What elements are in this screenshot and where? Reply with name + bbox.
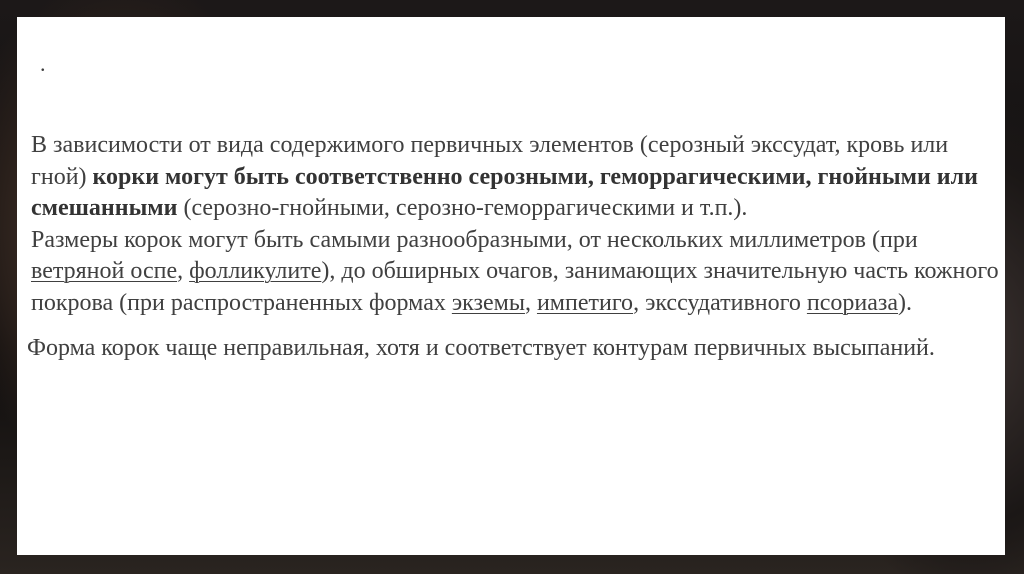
paragraph1-text-a: В зависимости от вида содержимого первичных элементов (серозный экссудат, кровь или гной) [31, 132, 949, 190]
paragraph1-text-b: (серозно-гнойными, серозно-геморрагическими и т.п.). [177, 195, 748, 221]
paragraph2-text-e: , экссудативного [633, 289, 807, 316]
link-psoriasis[interactable]: псориаза [806, 289, 899, 316]
slide-panel [17, 17, 1005, 555]
paragraph2-text-f: ). [898, 289, 913, 316]
paragraph1-bold-text: корки могут быть соответственно серозными, геморрагическими, гнойными или смешанными [31, 163, 978, 221]
paragraph2-text-d: , [524, 289, 537, 316]
paragraph2-text-b: , [177, 258, 190, 284]
paragraph2-text-a: Размеры корок могут быть самыми разнообразными, от нескольких миллиметров (при [31, 226, 918, 253]
link-eczema[interactable]: экземы [451, 289, 525, 316]
link-folliculitis[interactable]: фолликулите [189, 258, 322, 284]
link-impetigo[interactable]: импетиго [536, 289, 634, 316]
paragraph-crust-sizes [31, 225, 1001, 320]
paragraph2-text-c: ), до обширных очагов, занимающих значительную часть кожного покрова (при распространенных формах [31, 258, 999, 316]
paragraph-crust-types [31, 130, 1001, 225]
slide-body [27, 130, 1001, 365]
paragraph-crust-shape: Форма корок чаще неправильная, хотя и соответствует контурам первичных высыпаний. [27, 335, 935, 361]
bullet-marker: . [40, 51, 46, 76]
link-chickenpox[interactable]: ветряной оспе [31, 258, 178, 284]
